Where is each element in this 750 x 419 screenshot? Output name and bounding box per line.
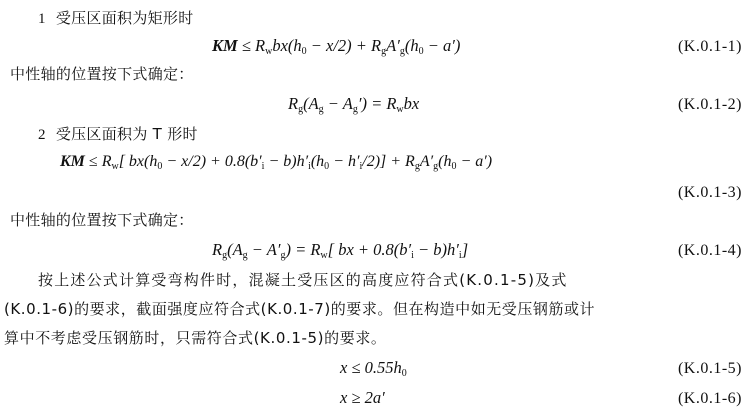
- equation-number-k014: (K.0.1-4): [677, 242, 742, 259]
- equation-k013: KM ≤ $R_w$[ $bx(h_0 - x/2) + 0.8(b'_i - b)h'_i(h_0 - h'_i/2)] + R_gA'_g(h_0 - a')$: [60, 153, 493, 172]
- paragraph-line-1: 按上述公式计算受弯构件时，混凝土受压区的高度应符合式(K.0.1-5)及式: [38, 271, 568, 289]
- equation-k011: KM ≤ $R_wbx(h_0 - x/2) + R_gA'_g(h_0 - a')$: [212, 36, 461, 57]
- equation-number-k011: (K.0.1-1): [677, 38, 742, 55]
- equation-k012: $R_g(A_g - A_g') = R_wbx$: [288, 94, 420, 115]
- section-heading-2: [38, 124, 198, 145]
- equation-number-k015: (K.0.1-5): [677, 360, 742, 377]
- section-heading-1: [38, 8, 194, 29]
- heading-number: 1: [38, 11, 46, 27]
- equation-number-k016: (K.0.1-6): [677, 390, 742, 407]
- equation-number-k013: (K.0.1-3): [677, 184, 742, 201]
- heading-number: 2: [38, 127, 46, 143]
- equation-k014: $R_g(A_g - A'_g) = R_w$[ bx + $0.8(b'_i - b)h'_i$]: [212, 240, 469, 261]
- heading-text: 受压区面积为 T 形时: [55, 125, 198, 143]
- equation-k015: $x \le 0.55h_0$: [340, 358, 407, 379]
- paragraph-line-2: (K.0.1-6)的要求，截面强度应符合式(K.0.1-7)的要求。但在构造中如无受压钢筋或计: [4, 300, 596, 318]
- neutral-axis-text-1: 中性轴的位置按下式确定：: [10, 65, 194, 83]
- heading-text: 受压区面积为矩形时: [55, 9, 194, 27]
- neutral-axis-text-2: 中性轴的位置按下式确定：: [10, 211, 194, 229]
- equation-number-k012: (K.0.1-2): [677, 96, 742, 113]
- equation-k016: x ≥ 2a′: [340, 388, 385, 407]
- paragraph-line-3: 算中不考虑受压钢筋时，只需符合式(K.0.1-5)的要求。: [4, 329, 387, 347]
